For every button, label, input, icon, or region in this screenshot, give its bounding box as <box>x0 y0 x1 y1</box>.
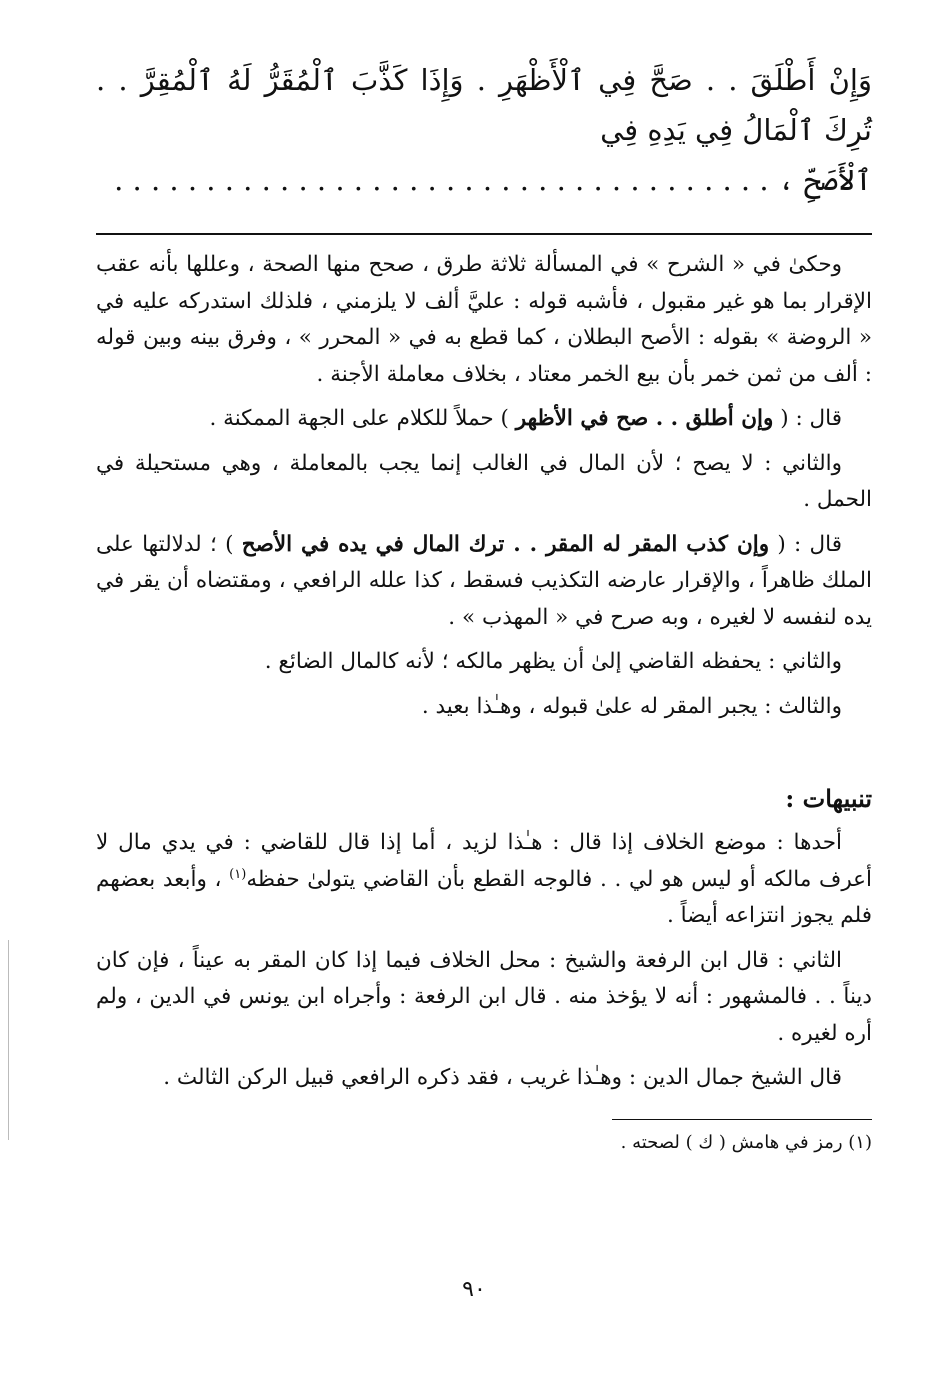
matn-line-1: وَإِنْ أَطْلَقَ . . صَحَّ فِي ٱلْأَظْهَرِ . وَإِذَا كَذَّبَ ٱلْمُقَرُّ لَهُ ٱلْمُقِرَّ . . تُرِكَ ٱلْمَالُ فِي يَدِهِ فِي <box>96 63 872 147</box>
footnote-reference: (١) <box>229 866 247 882</box>
page-body <box>96 55 872 1158</box>
matn-block <box>96 55 872 205</box>
page-number: ٩٠ <box>462 1277 486 1302</box>
tanbih-paragraph-2: الثاني : قال ابن الرفعة والشيخ : محل الخلاف فيما إذا كان المقر به عيناً ، فإن كان ديناً . . فالمشهور : أنه لا يؤخذ منه . قال ابن الرفعة : وأجراه ابن يونس في الدين ، ولم أره لغيره . <box>96 947 872 1046</box>
matn-separator-rule <box>96 233 872 235</box>
commentary-block <box>96 247 872 725</box>
commentary-paragraph-2 <box>96 401 872 438</box>
scan-margin-line <box>8 940 9 1140</box>
commentary-paragraph-3: والثاني : لا يصح ؛ لأن المال في الغالب إنما يجب بالمعاملة ، وهي مستحيلة في الحمل . <box>96 450 872 512</box>
tanbihat-block <box>96 825 872 1097</box>
commentary-paragraph-6: والثالث : يجبر المقر له علىٰ قبوله ، وهـٰذا بعيد . <box>421 693 842 719</box>
quoted-matn: وإن أطلق . . صح في الأظهر <box>515 406 774 431</box>
commentary-paragraph-1: وحكىٰ في « الشرح » في المسألة ثلاثة طرق ، صحح منها الصحة ، وعللها بأنه عقب الإقرار بما هو غير مقبول ، فأشبه قوله : عليَّ ألف لا يلزمني ، فلذلك استدركه عليه في « الروضة » بقوله : الأصح البطلان ، كما قطع به في « المحرر » ، وفرق بينه وبين قوله : ألف من ثمن خمر بأن بيع الخمر معتاد ، بخلاف معاملة الأجنة . <box>96 252 872 387</box>
footnote-rule <box>612 1119 872 1120</box>
tanbih-paragraph-1 <box>96 825 872 935</box>
commentary-paragraph-4 <box>96 527 872 637</box>
tanbih-text-rest: ، وأبعد بعضهم فلم يجوز انتزاعه أيضاً . <box>96 866 872 928</box>
commentary-paragraph-5: والثاني : يحفظه القاضي إلىٰ أن يظهر مالكه ؛ لأنه كالمال الضائع . <box>264 649 842 674</box>
quote-intro: قال : ( <box>773 406 842 431</box>
quote-intro: قال : ( <box>769 531 842 557</box>
tanbihat-heading: تنبيهات : <box>785 784 872 813</box>
quoted-matn: وإن كذب المقر له المقر . . ترك المال في يده في الأصح <box>241 531 770 557</box>
tanbih-paragraph-3: قال الشيخ جمال الدين : وهـٰذا غريب ، فقد ذكره الرافعي قبيل الركن الثالث . <box>163 1065 842 1090</box>
footnote-1: (١) رمز في هامش ( ك ) لصحته . <box>620 1131 872 1153</box>
tanbih-text: أحدها : موضع الخلاف إذا قال : هـٰذا لزيد ، أما إذا قال للقاضي : في يدي مال لا أعرف مالكه أو ليس هو لي . . فالوجه القطع بأن القاضي يتولىٰ حفظه <box>96 830 872 892</box>
quote-rest: ) ؛ لدلالتها على الملك ظاهراً ، والإقرار عارضه التكذيب فسقط ، كذا علله الرافعي ، ومقتضاه أن يقر في يده لنفسه لا لغيره ، وبه صرح في « المهذب » . <box>96 531 872 630</box>
matn-line-2: ٱلْأَصَحِّ ، . . . . . . . . . . . . . . . . . . . . . . . . . . . . . . . . . . . . <box>114 163 872 197</box>
quote-rest: ) حملاً للكلام على الجهة الممكنة . <box>209 406 516 431</box>
